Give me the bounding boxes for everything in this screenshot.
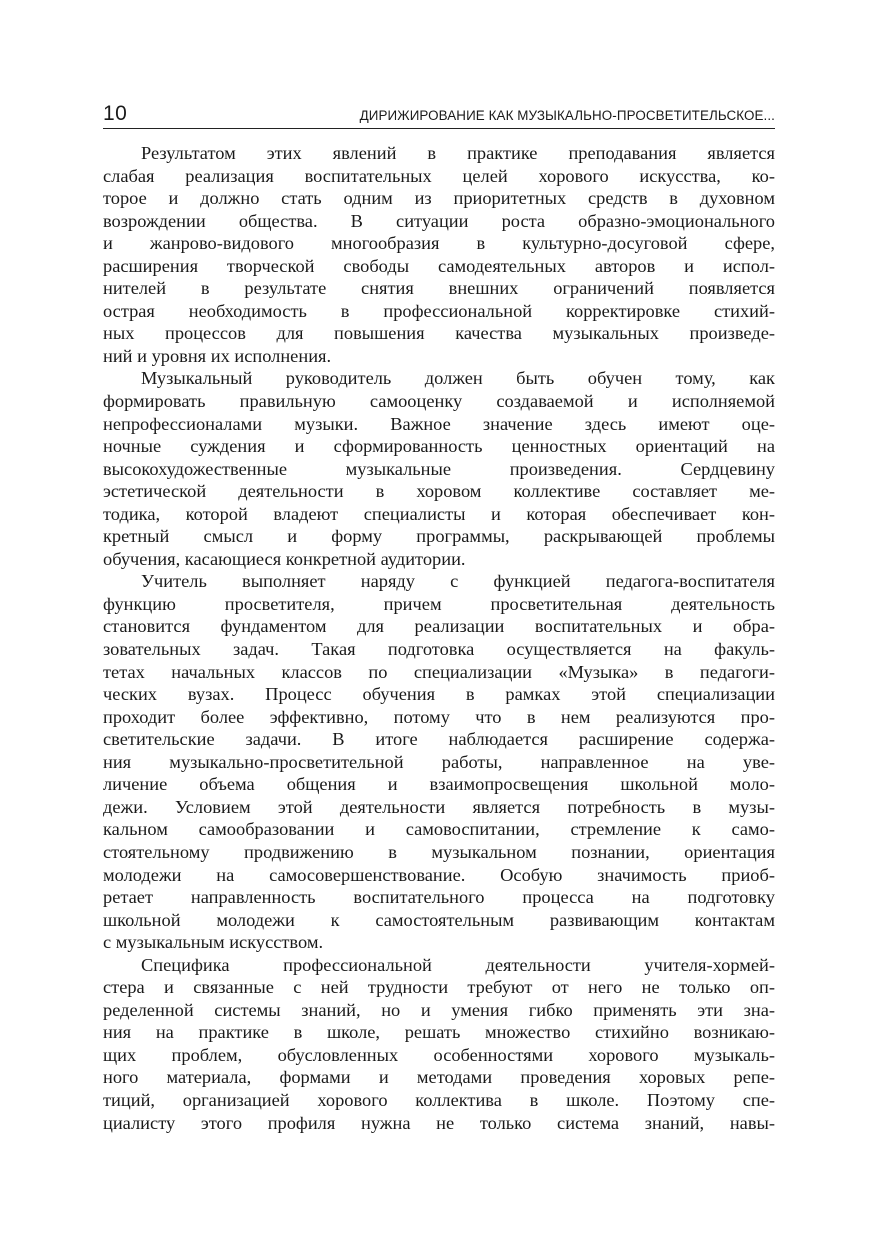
paragraph: [103, 367, 775, 570]
paragraph: [103, 954, 775, 1134]
text-line: тетах начальных классов по специализации «Музыка» в педагоги-: [103, 661, 775, 682]
running-title: ДИРИЖИРОВАНИЕ КАК МУЗЫКАЛЬНО-ПРОСВЕТИТЕЛЬСКОЕ...: [359, 108, 775, 123]
text-line: ночные суждения и сформированность ценностных ориентаций на: [103, 436, 775, 457]
text-line: циалисту этого профиля нужна не только система знаний, навы-: [103, 1112, 775, 1133]
text-line: становится фундаментом для реализации воспитательных и обра-: [103, 616, 775, 637]
text-line: молодежи на самосовершенствование. Особую значимость приоб-: [103, 864, 775, 885]
page-number: 10: [103, 102, 128, 125]
text-line: зовательных задач. Такая подготовка осуществляется на факуль-: [103, 639, 775, 660]
text-line: дежи. Условием этой деятельности является потребность в музы-: [103, 796, 775, 817]
text-line: непрофессионалами музыки. Важное значение здесь имеют оце-: [103, 413, 775, 434]
text-line: торое и должно стать одним из приоритетных средств в духовном: [103, 188, 775, 209]
text-line: кретный смысл и форму программы, раскрывающей проблемы: [103, 526, 775, 547]
text-line: тодика, которой владеют специалисты и которая обеспечивает кон-: [103, 503, 775, 524]
text-line: ния на практике в школе, решать множество стихийно возникаю-: [103, 1022, 775, 1043]
paragraph: [103, 142, 775, 367]
text-line: ческих вузах. Процесс обучения в рамках этой специализации: [103, 684, 775, 705]
text-line: и жанрово-видового многообразия в культурно-досуговой сфере,: [103, 233, 775, 254]
text-line: расширения творческой свободы самодеятельных авторов и испол-: [103, 255, 775, 276]
text-line: проходит более эффективно, потому что в нем реализуются про-: [103, 706, 775, 727]
text-line: острая необходимость в профессиональной корректировке стихий-: [103, 300, 775, 321]
text-line: возрождении общества. В ситуации роста образно-эмоционального: [103, 210, 775, 231]
text-line: высокохудожественные музыкальные произведения. Сердцевину: [103, 458, 775, 479]
text-line: с музыкальным искусством.: [103, 932, 324, 953]
body-text: [103, 142, 775, 1134]
text-line: ределенной системы знаний, но и умения гибко применять эти зна-: [103, 999, 775, 1020]
text-line: ных процессов для повышения качества музыкальных произведе-: [103, 323, 775, 344]
text-line: функцию просветителя, причем просветительная деятельность: [103, 593, 775, 614]
text-line: тиций, организацией хорового коллектива в школе. Поэтому спе-: [103, 1089, 775, 1110]
text-line: эстетической деятельности в хоровом коллективе составляет ме-: [103, 481, 775, 502]
text-line: щих проблем, обусловленных особенностями хорового музыкаль-: [103, 1044, 775, 1065]
text-line: школьной молодежи к самостоятельным развивающим контактам: [103, 909, 775, 930]
text-line: нителей в результате снятия внешних ограничений появляется: [103, 278, 775, 299]
text-line: Специфика профессиональной деятельности учителя-хормей-: [141, 954, 775, 975]
text-line: формировать правильную самооценку создаваемой и исполняемой: [103, 391, 775, 412]
paragraph: [103, 570, 775, 953]
text-line: стоятельному продвижению в музыкальном познании, ориентация: [103, 841, 775, 862]
text-line: Результатом этих явлений в практике преподавания является: [141, 143, 775, 163]
text-line: обучения, касающиеся конкретной аудитории.: [103, 548, 466, 569]
text-line: слабая реализация воспитательных целей хорового искусства, ко-: [103, 165, 775, 186]
text-line: ретает направленность воспитательного процесса на подготовку: [103, 887, 775, 908]
text-line: стера и связанные с ней трудности требуют от него не только оп-: [103, 977, 775, 998]
text-line: Учитель выполняет наряду с функцией педагога-воспитателя: [141, 571, 775, 592]
text-line: ний и уровня их исполнения.: [103, 345, 332, 366]
text-line: кальном самообразовании и самовоспитании, стремление к само-: [103, 819, 775, 840]
text-line: Музыкальный руководитель должен быть обучен тому, как: [141, 368, 775, 389]
text-line: ния музыкально-просветительной работы, направленное на уве-: [103, 751, 775, 772]
text-line: личение объема общения и взаимопросвещения школьной моло-: [103, 774, 775, 795]
running-header: [103, 100, 775, 129]
text-line: ного материала, формами и методами проведения хоровых репе-: [103, 1067, 775, 1088]
text-line: светительские задачи. В итоге наблюдается расширение содержа-: [103, 729, 775, 750]
